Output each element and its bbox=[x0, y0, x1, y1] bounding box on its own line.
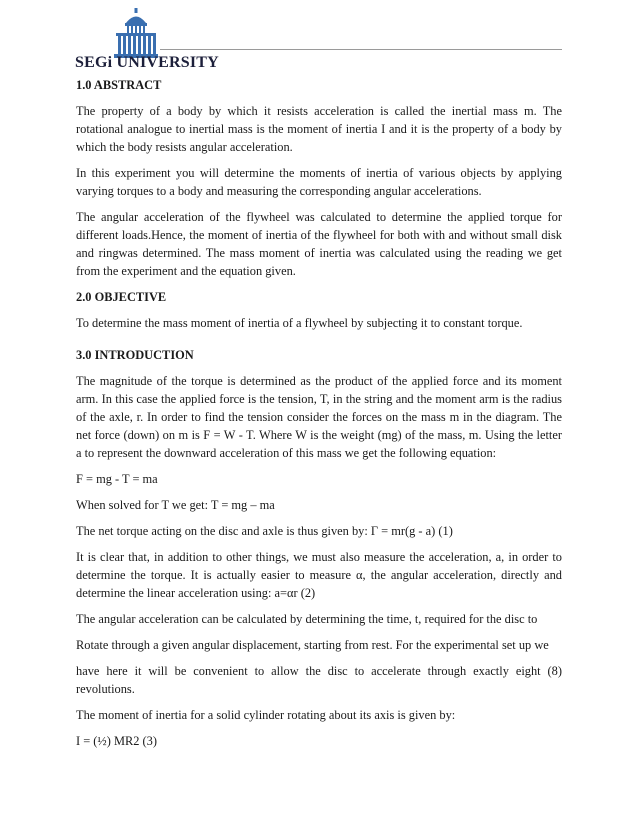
introduction-paragraph: When solved for T we get: T = mg – ma bbox=[76, 498, 275, 512]
equation-line: F = mg - T = ma bbox=[76, 472, 158, 486]
introduction-paragraph: The net torque acting on the disc and axle is thus given by: Γ = mr(g - a) (1) bbox=[76, 524, 453, 538]
introduction-paragraph: It is clear that, in addition to other things, we must also measure the acceleration, a, in order to determine the torque. It is actually easier to measure α, the angular acceleration, directly and determine the linear acceleration using: a=αr (2) bbox=[76, 550, 562, 600]
page-header bbox=[0, 0, 638, 72]
abstract-heading: 1.0 ABSTRACT bbox=[76, 78, 162, 92]
abstract-paragraph: The angular acceleration of the flywheel was calculated to determine the applied torque for different loads.Hence, the moment of inertia of the flywheel for both with and without small disk and ringwas determined. The mass moment of inertia was calculated using the reading we get from the experiment and the equation given. bbox=[76, 210, 562, 278]
university-building-icon bbox=[112, 8, 160, 58]
document-body bbox=[76, 76, 562, 758]
introduction-paragraph: The angular acceleration can be calculated by determining the time, t, required for the disc to bbox=[76, 612, 538, 626]
introduction-paragraph: The moment of inertia for a solid cylinder rotating about its axis is given by: bbox=[76, 708, 456, 722]
objective-paragraph: To determine the mass moment of inertia of a flywheel by subjecting it to constant torque. bbox=[76, 316, 523, 330]
introduction-paragraph: The magnitude of the torque is determined as the product of the applied force and its moment arm. In this case the applied force is the tension, T, in the string and the moment arm is the radius of the axle, r. In order to find the tension consider the forces on the mass m in the diagram. The net force (down) on m is F = W - T. Where W is the weight (mg) of the mass, m. Using the letter a to represent the downward acceleration of this mass we get the following equation: bbox=[76, 374, 562, 460]
introduction-paragraph: have here it will be convenient to allow the disc to accelerate through exactly eight (8) revolutions. bbox=[76, 664, 562, 696]
introduction-heading: 3.0 INTRODUCTION bbox=[76, 348, 194, 362]
abstract-paragraph: The property of a body by which it resists acceleration is called the inertial mass m. The rotational analogue to inertial mass is the moment of inertia I and it is the property of a body by which the body resists angular acceleration. bbox=[76, 104, 562, 154]
header-rule bbox=[160, 49, 562, 50]
equation-line: I = (½) MR2 (3) bbox=[76, 734, 157, 748]
objective-heading: 2.0 OBJECTIVE bbox=[76, 290, 167, 304]
abstract-paragraph: In this experiment you will determine the moments of inertia of various objects by applying varying torques to a body and measuring the corresponding angular accelerations. bbox=[76, 166, 562, 198]
university-name: SEGi UNIVERSITY bbox=[75, 54, 219, 71]
introduction-paragraph: Rotate through a given angular displacement, starting from rest. For the experimental set up we bbox=[76, 638, 549, 652]
